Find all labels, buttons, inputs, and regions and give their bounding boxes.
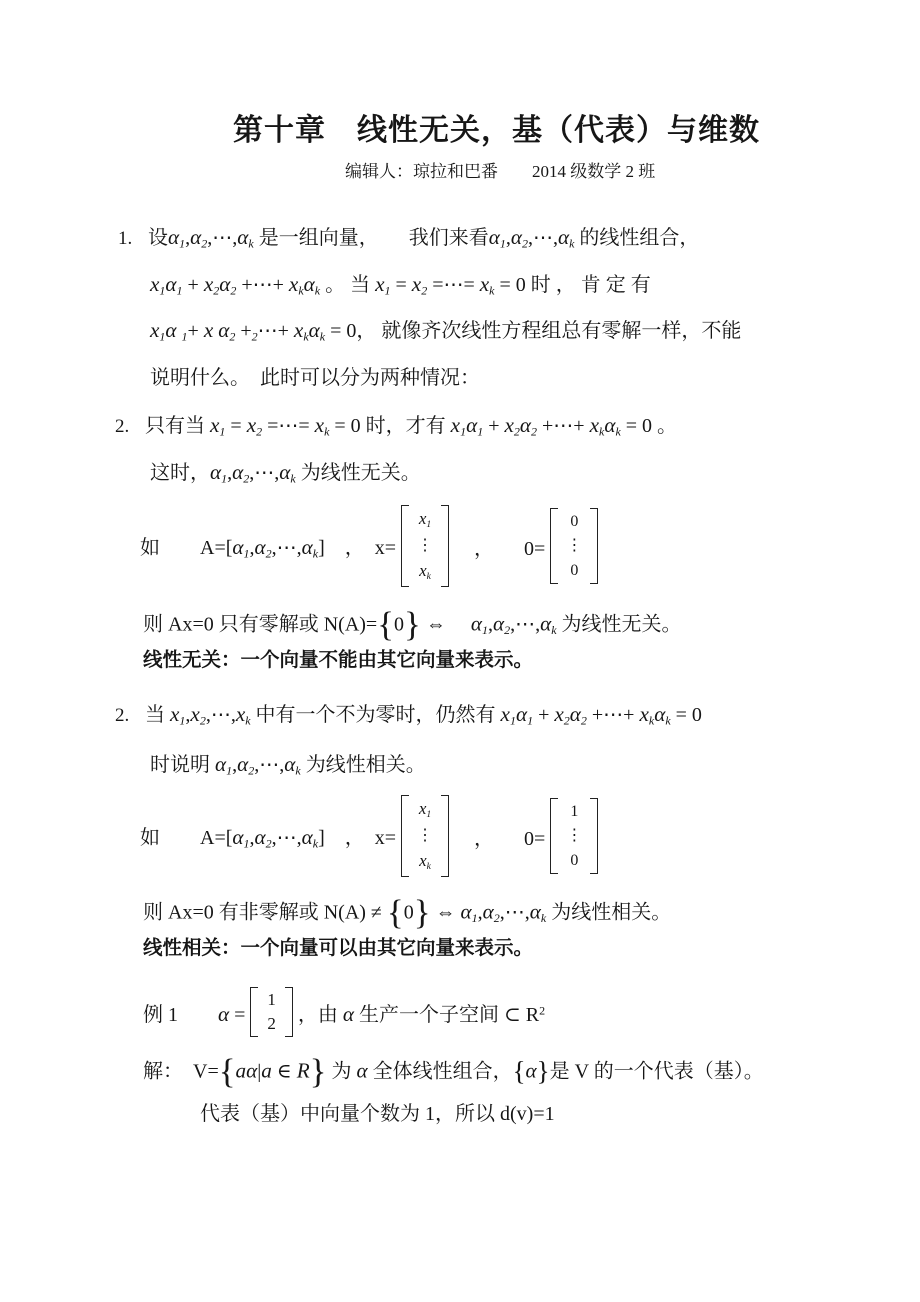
conclusion-independent: 则 Ax=0 只有零解或 N(A)={0} ⇔ α1,α2,⋯,αk 为线性无关。 xyxy=(143,605,682,644)
conclusion-dependent: 则 Ax=0 有非零解或 N(A) ≠ {0} ⇔ α1,α2,⋯,αk 为线性相关。 xyxy=(143,893,672,932)
right-bracket xyxy=(441,795,449,877)
matrix-1-prefix: 如 A=[α1,α2,⋯,αk] ， x= xyxy=(140,534,397,561)
item-1-line-3: x1α 1+ x α2 +2⋯+ xkαk = 0， 就像齐次线性方程组总有零解一样，不能 xyxy=(150,318,742,344)
left-bracket xyxy=(550,798,558,875)
matrix-equation-2 xyxy=(140,790,603,882)
right-bracket xyxy=(285,987,293,1037)
example-1-line xyxy=(143,982,545,1042)
column-vector-x-2: x1 ⋮ xk xyxy=(401,795,449,877)
item-1-line-4: 说明什么。 此时可以分为两种情况： xyxy=(150,367,480,389)
matrix-2-middle: ， 0= xyxy=(454,827,546,850)
item-2b-number: 2. xyxy=(115,705,130,726)
column-vector-x: x1 ⋮ xk xyxy=(401,505,449,587)
solution-text: 解： V={aα|a ∈ R} 为 α 全体线性组合，{α}是 V 的一个代表（基）。 xyxy=(143,1052,764,1091)
item-2-number: 2. xyxy=(115,416,130,437)
matrix-1-middle: ， 0= xyxy=(454,537,546,560)
matrix-2-prefix: 如 A=[α1,α2,⋯,αk] ， x= xyxy=(140,824,397,851)
right-bracket xyxy=(441,505,449,587)
example-1-suffix: ，由 α 生产一个子空间 ⊂ $R^2$ xyxy=(297,1001,546,1026)
right-bracket xyxy=(590,798,598,875)
solution-line xyxy=(143,1046,764,1098)
column-vector-1-2: 1 2 xyxy=(250,987,293,1037)
item-2-line-2: 这时，α1,α2,⋯,αk 为线性无关。 xyxy=(150,460,421,486)
item-1-number: 1. xyxy=(118,228,133,249)
page-subtitle: 编辑人：琼拉和巴番 2014 级数学 2 班 xyxy=(345,162,656,181)
left-bracket xyxy=(250,987,258,1037)
item-2b-text: 当 x1,x2,⋯,xk 中有一个不为零时，仍然有 x1α1 + x2α2 +⋯+ xkαk = 0 xyxy=(145,702,702,728)
item-2-text: 只有当 x1 = x2 =⋯= xk = 0 时，才有 x1α1 + x2α2 +⋯+ xkαk = 0 。 xyxy=(145,413,678,439)
definition-independent: 线性无关：一个向量不能由其它向量来表示。 xyxy=(143,649,534,671)
item-1-line-1 xyxy=(118,224,699,252)
definition-dependent: 线性相关：一个向量可以由其它向量来表示。 xyxy=(143,937,534,959)
right-bracket xyxy=(590,508,598,585)
column-vector-one-zero: 1 ⋮ 0 xyxy=(550,798,598,875)
solution-conclusion: 代表（基）中向量个数为 1，所以 d(v)=1 xyxy=(200,1103,555,1125)
example-1-prefix: 例 1 α = xyxy=(143,1001,246,1026)
item-2-line-1 xyxy=(115,412,677,440)
page-title: 第十章 线性无关，基（代表）与维数 xyxy=(233,114,760,147)
item-2b-line-1 xyxy=(115,701,702,729)
item-1-line-2: x1α1 + x2α2 +⋯+ xkαk 。 当 x1 = x2 =⋯= xk = 0 时 ， 肯 定 有 xyxy=(150,272,651,298)
item-1-text: 设α1,α2,⋯,αk 是一组向量， 我们来看α1,α2,⋯,αk 的线性组合， xyxy=(148,225,700,251)
left-bracket xyxy=(550,508,558,585)
left-bracket xyxy=(401,795,409,877)
column-vector-zero: 0 ⋮ 0 xyxy=(550,508,598,585)
matrix-equation-1 xyxy=(140,500,603,592)
left-bracket xyxy=(401,505,409,587)
item-2b-line-2: 时说明 α1,α2,⋯,αk 为线性相关。 xyxy=(150,752,426,778)
